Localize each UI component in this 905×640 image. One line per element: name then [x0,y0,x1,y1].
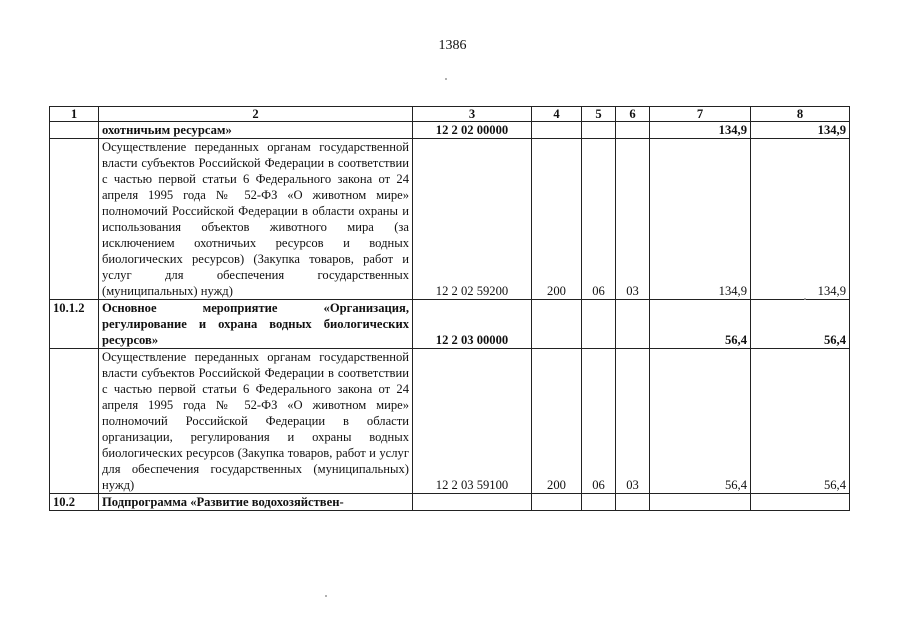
scan-speck [804,298,806,300]
row-index [50,122,99,139]
row-code: 12 2 03 59100 [413,349,532,494]
header-cell-8: 8 [751,107,850,122]
row-col5: 06 [582,349,616,494]
row-col4 [532,122,582,139]
row-value-7 [650,494,751,511]
scan-speck [325,595,327,597]
header-cell-2: 2 [99,107,413,122]
header-cell-5: 5 [582,107,616,122]
row-col6: 03 [616,349,650,494]
row-value-7: 56,4 [650,349,751,494]
row-code: 12 2 02 00000 [413,122,532,139]
row-col5 [582,122,616,139]
header-cell-1: 1 [50,107,99,122]
table-row [50,139,850,300]
row-col4 [532,300,582,349]
scan-speck [445,78,447,80]
row-value-7: 134,9 [650,122,751,139]
header-cell-3: 3 [413,107,532,122]
row-col6 [616,122,650,139]
header-cell-4: 4 [532,107,582,122]
row-col6: 03 [616,139,650,300]
row-description: Осуществление переданных органам государственной власти субъектов Российской Федерации в соответствии с частью первой статьи 6 Федерального закона от 24 апреля 1995 года № 52-ФЗ «О животном мире» полномочий Российской Федерации в области охраны и использования объектов животного мира (за исключением охотничьих ресурсов и водных биологических ресурсов) (Закупка товаров, работ и услуг для обеспечения государственных (муниципальных) нужд) [99,139,413,300]
row-code: 12 2 03 00000 [413,300,532,349]
row-description: Подпрограмма «Развитие водохозяйствен- [99,494,413,511]
header-row [50,107,850,122]
row-col4 [532,494,582,511]
row-col5 [582,494,616,511]
row-description: Основное мероприятие «Организация, регулирование и охрана водных биологических ресурсов» [99,300,413,349]
row-value-7: 134,9 [650,139,751,300]
row-value-8: 56,4 [751,349,850,494]
row-value-7: 56,4 [650,300,751,349]
row-code: 12 2 02 59200 [413,139,532,300]
row-col5 [582,300,616,349]
header-cell-7: 7 [650,107,751,122]
row-col5: 06 [582,139,616,300]
page-number: 1386 [438,38,467,53]
budget-table [49,106,850,511]
table-row [50,122,850,139]
row-value-8 [751,494,850,511]
row-col6 [616,494,650,511]
row-value-8: 134,9 [751,122,850,139]
row-col4: 200 [532,139,582,300]
row-index: 10.2 [50,494,99,511]
row-description: Осуществление переданных органам государственной власти субъектов Российской Федерации в соответствии с частью первой статьи 6 Федерального закона от 24 апреля 1995 года № 52-ФЗ «О животном мире» полномочий Российской Федерации в области организации, регулирования и охраны водных биологических ресурсов (Закупка товаров, работ и услуг для обеспечения государственных (муниципальных) нужд) [99,349,413,494]
row-col4: 200 [532,349,582,494]
row-col6 [616,300,650,349]
row-code [413,494,532,511]
row-value-8: 56,4 [751,300,850,349]
row-description: охотничьим ресурсам» [99,122,413,139]
header-cell-6: 6 [616,107,650,122]
row-index [50,349,99,494]
row-index: 10.1.2 [50,300,99,349]
row-value-8: 134,9 [751,139,850,300]
row-index [50,139,99,300]
table-row [50,300,850,349]
table-row [50,349,850,494]
table-row [50,494,850,511]
